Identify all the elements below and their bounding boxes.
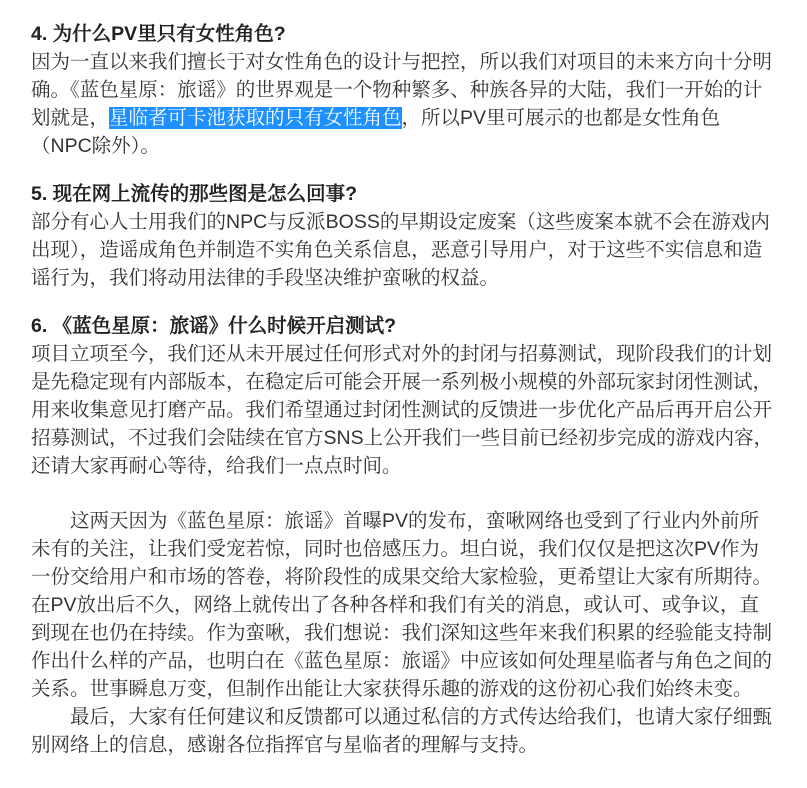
qa-section-4 [31,20,778,160]
qa-section-5 [31,180,778,292]
question-heading-4: 4. 为什么PV里只有女性角色? [31,23,286,45]
answer-text-after-highlight: ，所以PV里可展示的也都是女性角色（NPC除外）。 [31,107,721,157]
answer-paragraph-5: 部分有心人士用我们的NPC与反派BOSS的早期设定废案（这些废案本就不会在游戏内出现），造谣成角色并制造不实角色关系信息，恶意引导用户，对于这些不实信息和造谣行为，我们将动用法律的手段坚决维护蛮啾的权益。 [31,211,770,289]
answer-paragraph-4 [31,48,778,160]
answer-paragraph-6: 项目立项至今，我们还从未开展过任何形式对外的封闭与招募测试，现阶段我们的计划是先稳定现有内部版本，在稳定后可能会开展一系列极小规模的外部玩家封闭性测试，用来收集意见打磨产品。我们希望通过封闭性测试的反馈进一步优化产品后再开启公开招募测试，不过我们会陆续在官方SNS上公开我们一些目前已经初步完成的游戏内容，还请大家再耐心等待，给我们一点点时间。 [31,343,774,477]
selected-text-highlight: 星临者可卡池获取的只有女性角色 [109,107,402,129]
closing-paragraph-1: 这两天因为《蓝色星原：旅谣》首曝PV的发布，蛮啾网络也受到了行业内外前所未有的关注，让我们受宠若惊，同时也倍感压力。坦白说，我们仅仅是把这次PV作为一份交给用户和市场的答卷，将阶段性的成果交给大家检验，更希望让大家有所期待。在PV放出后不久，网络上就传出了各种各样和我们有关的消息，或认可、或争议，直到现在也仍在持续。作为蛮啾，我们想说：我们深知这些年来我们积累的经验能支持制作出什么样的产品，也明白在《蓝色星原：旅谣》中应该如何处理星临者与角色之间的关系。世事瞬息万变，但制作出能让大家获得乐趣的游戏的这份初心我们始终未变。 [31,510,773,700]
question-heading-5: 5. 现在网上流传的那些图是怎么回事? [31,183,358,205]
answer-text-before-highlight: 因为一直以来我们擅长于对女性角色的设计与把控，所以我们对项目的未来方向十分明确。《蓝色星原：旅谣》的世界观是一个物种繁多、种族各异的大陆，我们一开始的计划就是， [31,51,773,129]
closing-paragraph-2: 最后，大家有任何建议和反馈都可以通过私信的方式传达给我们，也请大家仔细甄别网络上的信息，感谢各位指挥官与星临者的理解与支持。 [31,706,773,756]
question-heading-6: 6. 《蓝色星原：旅谣》什么时候开启测试? [31,315,397,337]
closing-block [31,507,778,759]
qa-section-6 [31,312,778,480]
